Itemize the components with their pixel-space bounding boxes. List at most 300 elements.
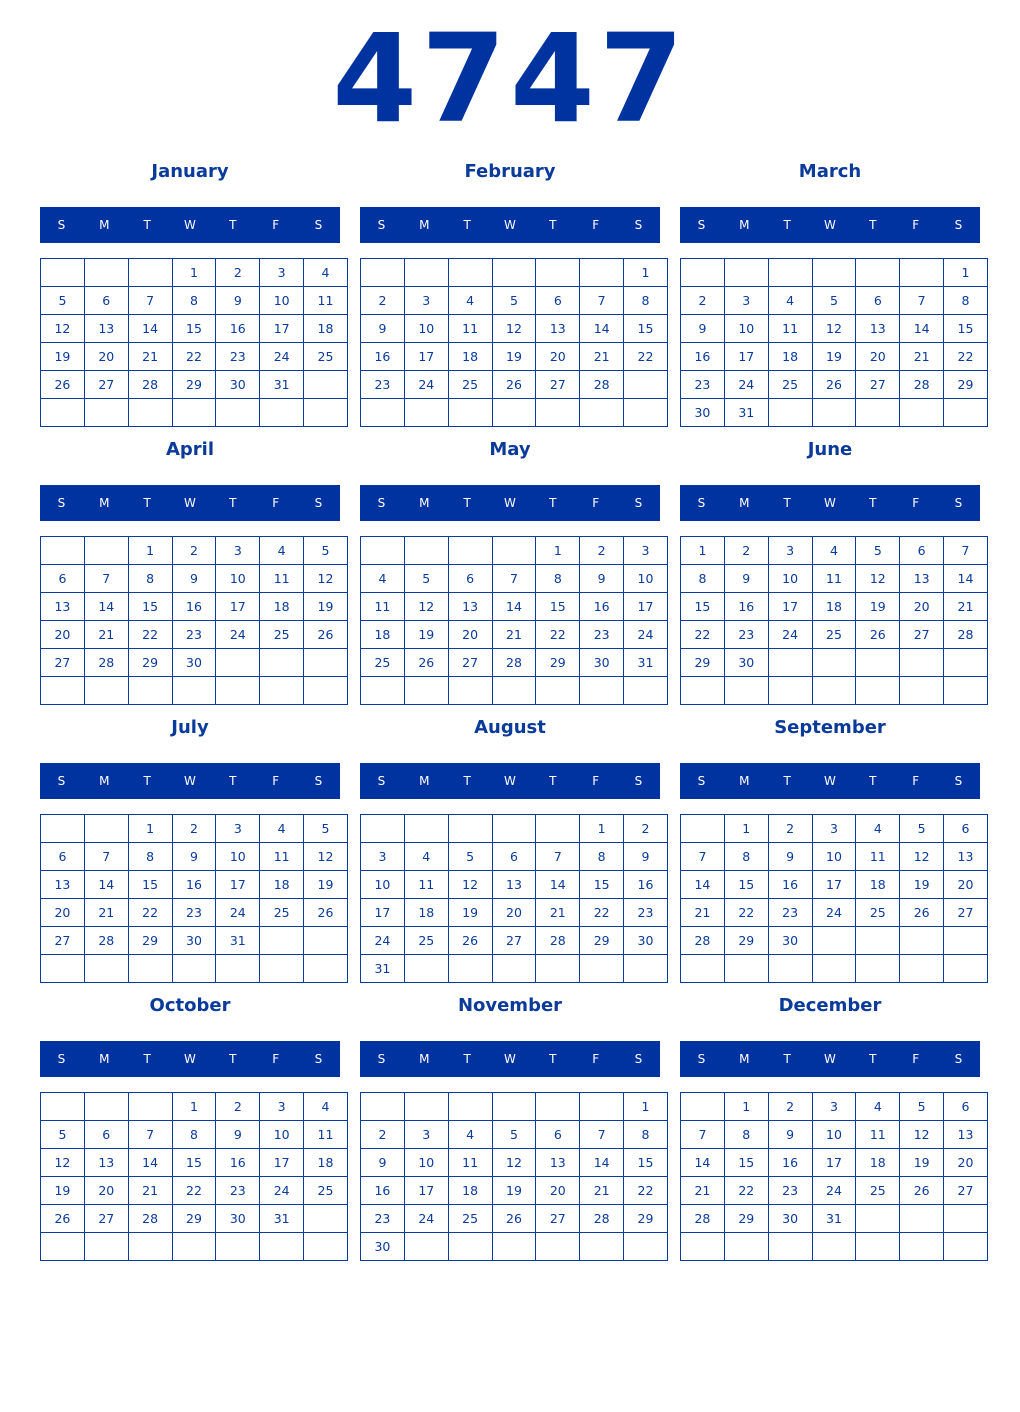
day-cell	[492, 815, 536, 843]
day-cell: 3	[216, 537, 260, 565]
day-cell	[580, 399, 624, 427]
day-cell: 28	[128, 1205, 172, 1233]
weekday-label: M	[739, 774, 750, 788]
day-grid	[40, 536, 348, 705]
day-cell: 26	[404, 649, 448, 677]
weekday-label: F	[272, 218, 280, 232]
day-cell: 3	[724, 287, 768, 315]
day-cell: 31	[724, 399, 768, 427]
day-cell: 27	[856, 371, 900, 399]
day-grid	[40, 814, 348, 983]
day-cell: 26	[304, 621, 348, 649]
week-row	[361, 315, 668, 343]
day-cell: 13	[492, 871, 536, 899]
day-cell: 18	[304, 1149, 348, 1177]
day-cell: 28	[580, 371, 624, 399]
day-cell: 7	[84, 843, 128, 871]
day-cell: 1	[128, 537, 172, 565]
day-cell: 22	[944, 343, 988, 371]
day-cell: 5	[856, 537, 900, 565]
day-cell: 13	[944, 843, 988, 871]
day-cell: 28	[84, 927, 128, 955]
week-row	[361, 1177, 668, 1205]
day-cell: 21	[900, 343, 944, 371]
day-cell: 29	[536, 649, 580, 677]
weekday-header	[40, 763, 340, 799]
day-cell	[260, 1233, 304, 1261]
day-cell: 20	[900, 593, 944, 621]
week-row	[41, 1121, 348, 1149]
day-cell	[260, 955, 304, 983]
weekday-label: S	[57, 496, 66, 510]
day-grid	[680, 814, 988, 983]
day-cell: 4	[260, 537, 304, 565]
day-cell: 11	[304, 287, 348, 315]
day-cell: 27	[492, 927, 536, 955]
month-name: March	[798, 161, 862, 182]
weekday-label: T	[869, 774, 877, 788]
day-cell	[448, 815, 492, 843]
day-cell	[580, 259, 624, 287]
day-cell: 7	[128, 1121, 172, 1149]
week-row	[41, 649, 348, 677]
month-name: September	[774, 717, 886, 738]
week-row	[681, 1121, 988, 1149]
day-cell	[128, 677, 172, 705]
day-cell: 23	[580, 621, 624, 649]
day-cell: 31	[812, 1205, 856, 1233]
day-cell: 11	[361, 593, 405, 621]
day-cell	[681, 1233, 725, 1261]
day-cell	[404, 815, 448, 843]
day-cell: 10	[624, 565, 668, 593]
day-cell: 29	[128, 927, 172, 955]
week-row	[361, 371, 668, 399]
day-cell: 26	[856, 621, 900, 649]
day-cell	[128, 955, 172, 983]
month-name: February	[464, 161, 556, 182]
day-cell	[856, 955, 900, 983]
day-cell	[304, 649, 348, 677]
day-cell: 15	[944, 315, 988, 343]
week-row	[361, 1121, 668, 1149]
day-cell: 2	[216, 259, 260, 287]
day-cell: 22	[724, 1177, 768, 1205]
day-cell: 14	[580, 315, 624, 343]
day-cell	[812, 955, 856, 983]
day-cell: 23	[624, 899, 668, 927]
weekday-header	[40, 207, 340, 243]
week-row	[41, 1093, 348, 1121]
week-row	[361, 677, 668, 705]
day-cell: 6	[84, 287, 128, 315]
weekday-label: M	[99, 496, 110, 510]
week-row	[41, 621, 348, 649]
day-cell: 29	[624, 1205, 668, 1233]
day-cell: 21	[536, 899, 580, 927]
day-cell: 16	[361, 343, 405, 371]
day-cell	[856, 677, 900, 705]
week-row	[41, 815, 348, 843]
day-cell: 1	[944, 259, 988, 287]
day-cell: 18	[404, 899, 448, 927]
day-cell: 2	[172, 815, 216, 843]
week-row	[681, 815, 988, 843]
day-cell	[492, 677, 536, 705]
week-row	[41, 843, 348, 871]
day-cell: 27	[536, 371, 580, 399]
day-cell: 5	[41, 1121, 85, 1149]
day-cell: 6	[900, 537, 944, 565]
day-cell: 25	[448, 1205, 492, 1233]
day-cell: 23	[681, 371, 725, 399]
day-cell	[216, 649, 260, 677]
day-cell: 1	[172, 259, 216, 287]
weekday-label: S	[954, 218, 963, 232]
day-cell: 9	[361, 1149, 405, 1177]
month-2	[680, 160, 980, 430]
day-cell: 20	[944, 1149, 988, 1177]
day-cell: 5	[812, 287, 856, 315]
day-cell	[944, 649, 988, 677]
weekday-header	[680, 763, 980, 799]
month-9	[40, 994, 340, 1264]
day-cell	[404, 1093, 448, 1121]
weekday-label: T	[783, 774, 791, 788]
day-cell: 3	[260, 259, 304, 287]
day-cell: 13	[41, 593, 85, 621]
day-cell: 1	[724, 815, 768, 843]
day-cell: 2	[624, 815, 668, 843]
weekday-header	[360, 485, 660, 521]
day-cell: 30	[172, 649, 216, 677]
day-cell: 3	[812, 815, 856, 843]
day-cell: 17	[624, 593, 668, 621]
day-cell	[900, 1233, 944, 1261]
week-row	[41, 677, 348, 705]
weekday-label: S	[954, 496, 963, 510]
day-cell	[856, 399, 900, 427]
day-cell	[724, 955, 768, 983]
day-cell	[404, 1233, 448, 1261]
day-cell	[492, 537, 536, 565]
day-cell: 3	[260, 1093, 304, 1121]
day-cell: 9	[172, 843, 216, 871]
day-cell: 19	[900, 1149, 944, 1177]
day-cell: 26	[492, 1205, 536, 1233]
week-row	[361, 1233, 668, 1261]
month-name: August	[474, 717, 546, 738]
day-cell: 8	[624, 1121, 668, 1149]
day-cell	[84, 1093, 128, 1121]
day-cell	[304, 955, 348, 983]
day-cell: 7	[900, 287, 944, 315]
week-row	[681, 677, 988, 705]
day-cell	[41, 259, 85, 287]
weekday-label: M	[99, 1052, 110, 1066]
day-cell: 6	[448, 565, 492, 593]
day-cell: 11	[856, 843, 900, 871]
day-cell: 25	[856, 899, 900, 927]
day-cell: 27	[41, 649, 85, 677]
weekday-label: F	[592, 218, 600, 232]
day-cell: 25	[856, 1177, 900, 1205]
weekday-header	[680, 485, 980, 521]
day-cell: 26	[41, 1205, 85, 1233]
day-cell: 14	[580, 1149, 624, 1177]
week-row	[41, 1205, 348, 1233]
day-cell: 9	[361, 315, 405, 343]
weekday-label: S	[697, 774, 706, 788]
weekday-label: S	[377, 774, 386, 788]
day-cell	[536, 815, 580, 843]
day-cell: 12	[492, 1149, 536, 1177]
weekday-label: T	[229, 218, 237, 232]
day-cell: 20	[536, 1177, 580, 1205]
day-cell: 13	[84, 315, 128, 343]
day-cell: 24	[768, 621, 812, 649]
day-cell	[361, 399, 405, 427]
day-cell: 21	[580, 1177, 624, 1205]
day-cell: 31	[624, 649, 668, 677]
day-cell: 29	[724, 1205, 768, 1233]
day-cell: 19	[856, 593, 900, 621]
day-cell: 9	[768, 1121, 812, 1149]
day-cell: 8	[724, 1121, 768, 1149]
week-row	[681, 287, 988, 315]
day-cell	[404, 677, 448, 705]
day-cell: 27	[944, 899, 988, 927]
weekday-label: T	[783, 496, 791, 510]
day-cell	[404, 259, 448, 287]
week-row	[681, 649, 988, 677]
day-cell: 19	[812, 343, 856, 371]
weekday-label: S	[697, 218, 706, 232]
day-cell: 27	[944, 1177, 988, 1205]
day-cell	[768, 649, 812, 677]
day-cell: 8	[536, 565, 580, 593]
day-cell: 3	[404, 287, 448, 315]
day-cell: 16	[768, 871, 812, 899]
day-cell	[580, 955, 624, 983]
day-cell: 13	[536, 1149, 580, 1177]
day-cell: 3	[624, 537, 668, 565]
weekday-label: W	[824, 774, 836, 788]
week-row	[361, 565, 668, 593]
day-cell: 9	[172, 565, 216, 593]
day-cell: 15	[724, 871, 768, 899]
day-cell	[900, 399, 944, 427]
day-cell: 21	[580, 343, 624, 371]
day-cell: 8	[172, 287, 216, 315]
day-cell: 30	[681, 399, 725, 427]
week-row	[41, 371, 348, 399]
day-cell	[304, 677, 348, 705]
day-cell: 28	[681, 1205, 725, 1233]
day-cell	[492, 259, 536, 287]
day-cell: 22	[624, 343, 668, 371]
day-cell: 17	[361, 899, 405, 927]
week-row	[41, 1233, 348, 1261]
day-cell: 6	[944, 815, 988, 843]
day-cell: 24	[260, 343, 304, 371]
day-cell: 9	[580, 565, 624, 593]
day-cell: 25	[404, 927, 448, 955]
day-cell: 23	[216, 1177, 260, 1205]
day-cell: 26	[900, 1177, 944, 1205]
day-cell: 22	[128, 621, 172, 649]
day-cell	[361, 677, 405, 705]
day-cell: 13	[41, 871, 85, 899]
day-cell: 25	[304, 343, 348, 371]
day-cell: 19	[900, 871, 944, 899]
day-cell: 30	[580, 649, 624, 677]
day-cell: 14	[900, 315, 944, 343]
day-cell: 24	[812, 1177, 856, 1205]
day-cell: 30	[768, 927, 812, 955]
weekday-label: S	[697, 1052, 706, 1066]
day-cell: 22	[172, 1177, 216, 1205]
month-name: November	[457, 995, 563, 1016]
day-cell	[900, 1205, 944, 1233]
weekday-label: M	[419, 218, 430, 232]
day-cell: 19	[448, 899, 492, 927]
day-cell: 10	[404, 315, 448, 343]
day-cell: 17	[260, 1149, 304, 1177]
day-cell	[681, 955, 725, 983]
day-cell: 18	[768, 343, 812, 371]
weekday-label: T	[143, 218, 151, 232]
day-cell	[361, 537, 405, 565]
week-row	[41, 927, 348, 955]
day-cell: 4	[856, 815, 900, 843]
day-cell: 6	[84, 1121, 128, 1149]
day-cell: 27	[900, 621, 944, 649]
day-cell: 14	[681, 871, 725, 899]
day-cell: 23	[172, 621, 216, 649]
day-cell: 11	[812, 565, 856, 593]
weekday-label: F	[272, 774, 280, 788]
day-cell: 1	[624, 259, 668, 287]
day-cell	[172, 1233, 216, 1261]
day-cell	[812, 927, 856, 955]
weekday-label: F	[912, 1052, 920, 1066]
weekday-label: T	[783, 1052, 791, 1066]
weekday-label: T	[463, 1052, 471, 1066]
day-cell	[681, 259, 725, 287]
week-row	[681, 1149, 988, 1177]
day-grid	[680, 536, 988, 705]
day-cell: 20	[492, 899, 536, 927]
day-cell: 10	[404, 1149, 448, 1177]
day-cell: 26	[492, 371, 536, 399]
weekday-label: T	[463, 496, 471, 510]
day-cell: 21	[681, 899, 725, 927]
weekday-label: F	[272, 1052, 280, 1066]
day-cell	[944, 955, 988, 983]
weekday-header	[40, 1041, 340, 1077]
weekday-label: S	[377, 496, 386, 510]
day-cell: 8	[128, 843, 172, 871]
day-cell: 28	[492, 649, 536, 677]
day-cell	[304, 399, 348, 427]
day-cell	[128, 1093, 172, 1121]
day-cell: 15	[681, 593, 725, 621]
weekday-label: T	[229, 1052, 237, 1066]
day-cell	[624, 371, 668, 399]
weekday-label: T	[463, 774, 471, 788]
weekday-label: S	[634, 218, 643, 232]
day-grid	[680, 1092, 988, 1261]
day-cell: 26	[812, 371, 856, 399]
day-cell: 12	[304, 843, 348, 871]
day-cell: 7	[84, 565, 128, 593]
day-cell	[944, 399, 988, 427]
week-row	[361, 955, 668, 983]
week-row	[361, 537, 668, 565]
day-cell	[41, 677, 85, 705]
day-cell	[216, 955, 260, 983]
day-cell: 20	[84, 1177, 128, 1205]
day-cell	[856, 649, 900, 677]
day-cell: 13	[536, 315, 580, 343]
day-cell: 17	[216, 593, 260, 621]
day-cell: 16	[681, 343, 725, 371]
day-cell: 23	[768, 899, 812, 927]
day-cell	[724, 259, 768, 287]
month-5	[680, 438, 980, 708]
day-cell	[681, 677, 725, 705]
day-cell: 29	[944, 371, 988, 399]
week-row	[681, 927, 988, 955]
day-cell: 15	[536, 593, 580, 621]
weekday-header	[360, 207, 660, 243]
day-cell	[492, 1093, 536, 1121]
day-cell: 10	[216, 843, 260, 871]
day-cell: 20	[856, 343, 900, 371]
day-cell: 28	[84, 649, 128, 677]
day-cell: 7	[681, 843, 725, 871]
day-cell: 4	[448, 1121, 492, 1149]
weekday-label: F	[272, 496, 280, 510]
day-cell: 18	[812, 593, 856, 621]
day-cell: 22	[536, 621, 580, 649]
day-cell	[260, 677, 304, 705]
day-cell: 12	[404, 593, 448, 621]
day-cell: 12	[900, 843, 944, 871]
day-cell: 12	[448, 871, 492, 899]
day-cell: 29	[724, 927, 768, 955]
weekday-label: S	[314, 1052, 323, 1066]
day-cell: 19	[304, 593, 348, 621]
weekday-label: F	[592, 1052, 600, 1066]
week-row	[361, 343, 668, 371]
day-cell: 9	[681, 315, 725, 343]
day-cell: 27	[41, 927, 85, 955]
day-cell: 17	[404, 343, 448, 371]
week-row	[681, 1205, 988, 1233]
week-row	[41, 565, 348, 593]
week-row	[361, 1149, 668, 1177]
day-cell: 1	[128, 815, 172, 843]
week-row	[681, 593, 988, 621]
day-cell: 14	[84, 871, 128, 899]
day-cell: 10	[260, 1121, 304, 1149]
day-cell: 25	[260, 621, 304, 649]
day-cell: 9	[724, 565, 768, 593]
day-cell	[944, 927, 988, 955]
day-cell: 21	[84, 621, 128, 649]
